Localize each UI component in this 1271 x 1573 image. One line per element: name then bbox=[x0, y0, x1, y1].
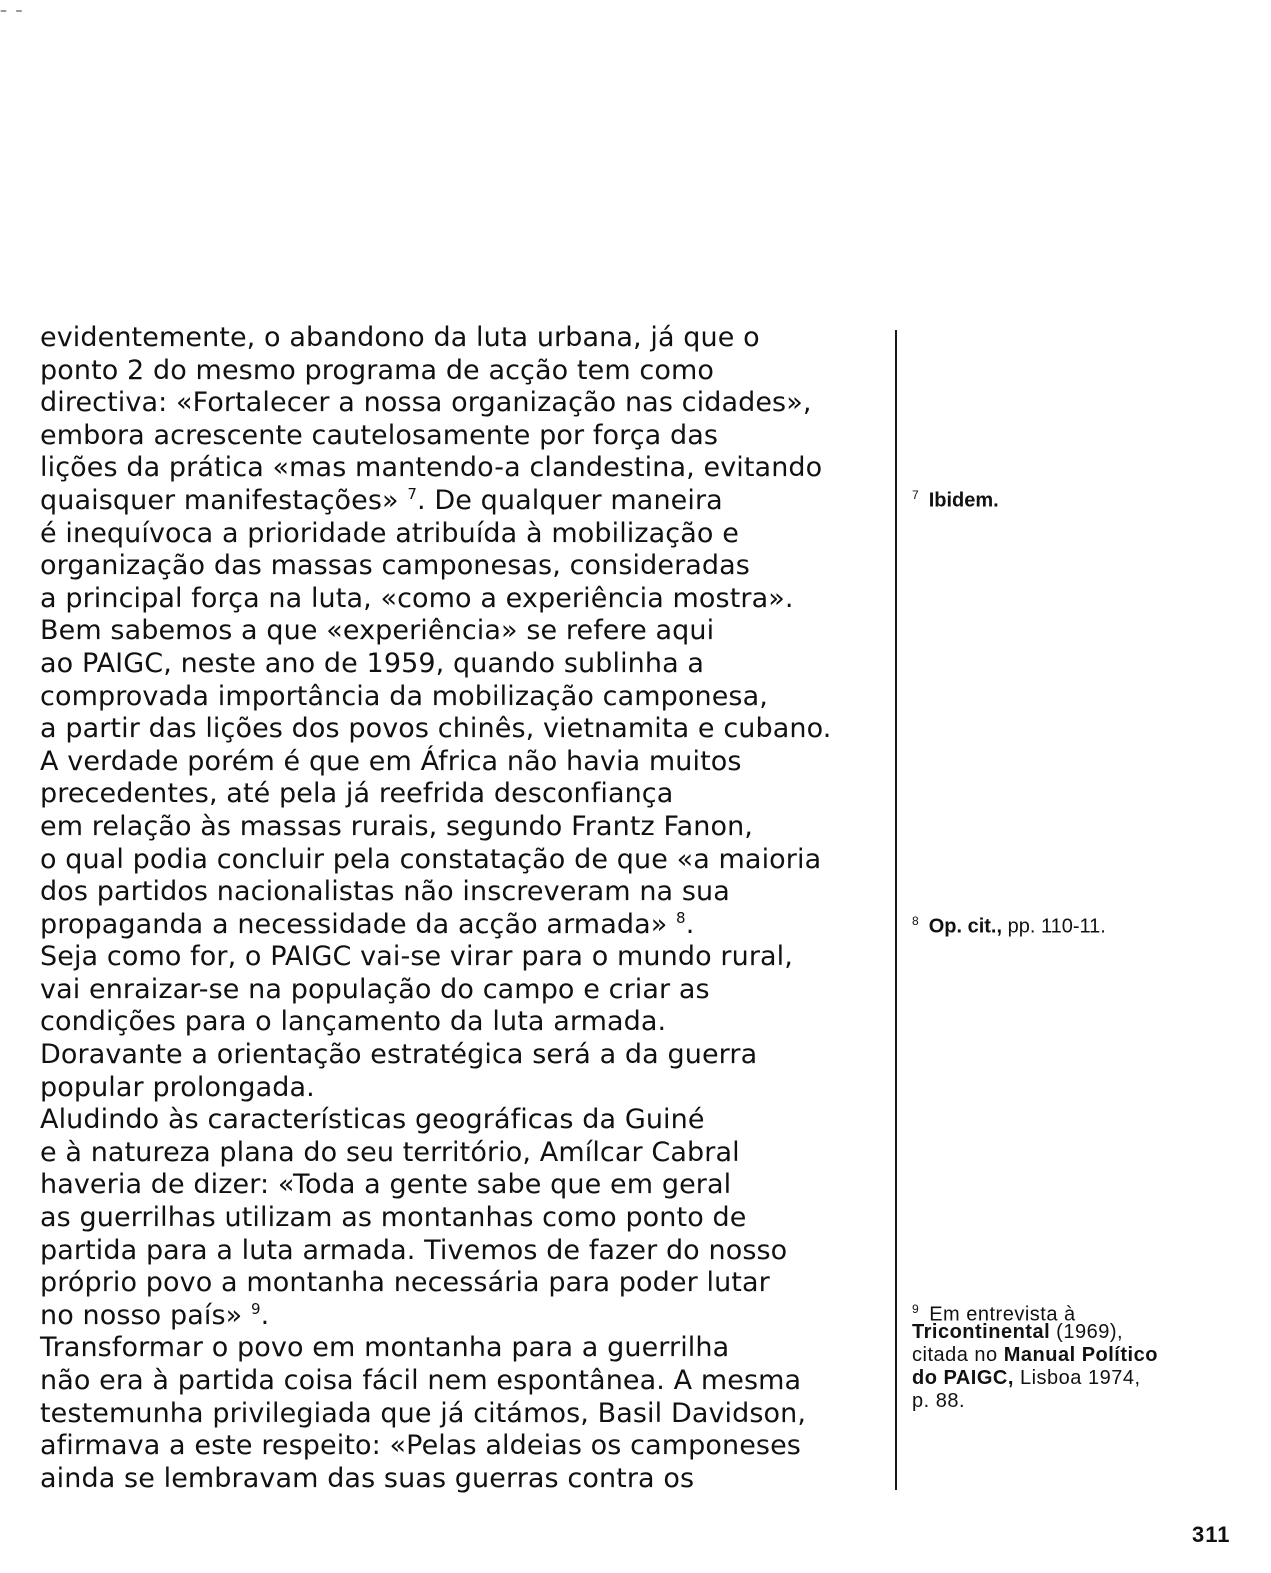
footnote-title: do PAIGC, bbox=[912, 1367, 1014, 1389]
text-line: a partir das lições dos povos chinês, vietnamita e cubano. bbox=[40, 713, 832, 745]
footnote-text: p. 88. bbox=[912, 1390, 966, 1412]
text-line: dos partidos nacionalistas não inscreveram na sua bbox=[40, 876, 730, 908]
footnote-text: citada no bbox=[912, 1344, 1004, 1366]
footnote-title: Tricontinental bbox=[912, 1321, 1051, 1343]
text-line: ainda se lembravam das suas guerras contra os bbox=[40, 1462, 695, 1494]
footnote-line bbox=[912, 1298, 1242, 1326]
text-line: popular prolongada. bbox=[40, 1071, 315, 1103]
text-line: testemunha privilegiada que já citámos, Basil Davidson, bbox=[40, 1397, 807, 1429]
text-segment: quaisquer manifestações» bbox=[40, 484, 408, 516]
footnote-text: Lisboa 1974, bbox=[1013, 1367, 1141, 1389]
footnote-title: Manual Político bbox=[1003, 1344, 1158, 1366]
footnote-7 bbox=[912, 484, 1242, 513]
footnote-title: Op. cit., bbox=[928, 915, 1003, 938]
footnote-text: Em entrevista à bbox=[929, 1303, 1076, 1326]
text-line: embora acrescente cautelosamente por força das bbox=[40, 419, 719, 451]
footnote-text: Ibidem. bbox=[928, 489, 999, 512]
text-line: afirmava a este respeito: «Pelas aldeias os camponeses bbox=[40, 1430, 801, 1462]
text-line: não era à partida coisa fácil nem espontânea. A mesma bbox=[40, 1365, 802, 1396]
text-line: a principal força na luta, «como a experiência mostra». bbox=[40, 582, 794, 614]
footnote-line bbox=[912, 1367, 1242, 1390]
text-line: próprio povo a montanha necessária para poder lutar bbox=[40, 1267, 770, 1299]
text-line: evidentemente, o abandono da luta urbana, já que o bbox=[40, 322, 760, 353]
text-line: Doravante a orientação estratégica será a da guerra bbox=[40, 1039, 758, 1071]
footnote-line bbox=[912, 1344, 1242, 1367]
footnote-ref-9: 9 bbox=[250, 1299, 261, 1318]
text-line: precedentes, até pela já reefrida desconfiança bbox=[40, 778, 674, 810]
footnote-number: 7 bbox=[912, 488, 919, 502]
footnote-text: (1969), bbox=[1050, 1321, 1124, 1343]
text-segment: . De qualquer maneira bbox=[417, 484, 723, 516]
main-text-column bbox=[40, 322, 890, 1495]
text-line bbox=[40, 909, 890, 942]
text-line: comprovada importância da mobilização camponesa, bbox=[40, 680, 768, 712]
text-line: e à natureza plana do seu território, Amílcar Cabral bbox=[40, 1136, 740, 1168]
footnote-number: 9 bbox=[912, 1302, 920, 1316]
text-segment: . bbox=[260, 1299, 270, 1331]
text-line bbox=[40, 1300, 890, 1333]
text-line: é inequívoca a prioridade atribuída à mobilização e bbox=[40, 517, 739, 549]
text-segment: propaganda a necessidade da acção armada» bbox=[40, 908, 677, 940]
footnote-pages: pp. 110-11. bbox=[1002, 915, 1106, 938]
text-line: lições da prática «mas mantendo-a clandestina, evitando bbox=[40, 452, 823, 484]
text-line: A verdade porém é que em África não havia muitos bbox=[40, 745, 742, 777]
page-number: 311 bbox=[1192, 1522, 1231, 1547]
text-line: partida para a luta armada. Tivemos de fazer do nosso bbox=[40, 1234, 788, 1266]
text-line: organização das massas camponesas, consideradas bbox=[40, 550, 750, 582]
footnote-9 bbox=[912, 1298, 1242, 1413]
corner-mark: – – bbox=[0, 3, 25, 19]
column-divider bbox=[895, 330, 897, 1490]
text-line: Seja como for, o PAIGC vai-se virar para o mundo rural, bbox=[40, 941, 793, 973]
text-line: haveria de dizer: «Toda a gente sabe que em geral bbox=[40, 1169, 732, 1201]
text-line: directiva: «Fortalecer a nossa organização nas cidades», bbox=[40, 387, 812, 419]
footnote-number: 8 bbox=[912, 914, 919, 928]
footnote-line bbox=[912, 1390, 1242, 1413]
footnote-line bbox=[912, 1321, 1242, 1344]
text-line: Bem sabemos a que «experiência» se refere aqui bbox=[40, 615, 715, 647]
footnote-ref-8: 8 bbox=[676, 908, 686, 927]
text-line bbox=[40, 485, 890, 518]
text-line: vai enraizar-se na população do campo e criar as bbox=[40, 973, 710, 1005]
text-line: as guerrilhas utilizam as montanhas como ponto de bbox=[40, 1202, 747, 1234]
text-segment: . bbox=[685, 908, 695, 940]
text-line: ao PAIGC, neste ano de 1959, quando sublinha a bbox=[40, 647, 705, 679]
text-line: ponto 2 do mesmo programa de acção tem como bbox=[40, 354, 714, 386]
text-line: em relação às massas rurais, segundo Frantz Fanon, bbox=[40, 810, 753, 842]
text-segment: no nosso país» bbox=[40, 1299, 251, 1331]
text-line: condições para o lançamento da luta armada. bbox=[40, 1006, 667, 1038]
text-line: o qual podia concluir pela constatação de que «a maioria bbox=[40, 843, 822, 875]
footnote-ref-7: 7 bbox=[407, 484, 417, 503]
text-line: Transformar o povo em montanha para a guerrilha bbox=[40, 1332, 730, 1364]
text-line: Aludindo às características geográficas da Guiné bbox=[40, 1104, 705, 1136]
footnote-8 bbox=[912, 910, 1242, 939]
